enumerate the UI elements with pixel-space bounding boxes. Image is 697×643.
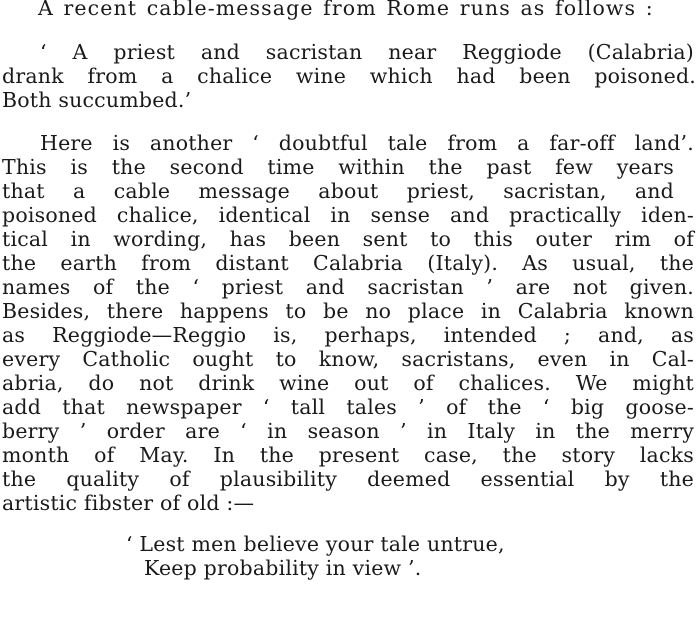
verse-line: ‘ Lest men believe your tale untrue, xyxy=(126,532,505,556)
body-line: every Catholic ought to know, sacristans, even in Cal- xyxy=(2,347,694,371)
intro-line: A recent cable-message from Rome runs as follows : xyxy=(38,0,654,20)
body-line: abria, do not drink wine out of chalices. We might xyxy=(2,371,694,395)
body-line: names of the ‘ priest and sacristan ’ are not given. xyxy=(2,275,694,299)
body-line: This is the second time within the past few years xyxy=(2,155,674,179)
body-line: artistic fibster of old :— xyxy=(2,491,255,515)
body-line: add that newspaper ‘ tall tales ’ of the ‘ big goose- xyxy=(2,395,694,419)
quote-line: Both succumbed.’ xyxy=(2,88,192,112)
body-line: berry ’ order are ‘ in season ’ in Italy in the merry xyxy=(2,419,694,443)
quote-line: drank from a chalice wine which had been poisoned. xyxy=(2,64,696,88)
body-line: poisoned chalice, identical in sense and practically iden- xyxy=(2,203,694,227)
verse-line: Keep probability in view ’. xyxy=(144,556,422,580)
body-line: Besides, there happens to be no place in Calabria known xyxy=(2,299,694,323)
body-line: tical in wording, has been sent to this outer rim of xyxy=(2,227,694,251)
body-line: that a cable message about priest, sacristan, and xyxy=(2,179,674,203)
body-line: month of May. In the present case, the story lacks xyxy=(2,443,694,467)
body-line: as Reggiode—Reggio is, perhaps, intended ; and, as xyxy=(2,323,694,347)
body-line: the earth from distant Calabria (Italy). As usual, the xyxy=(2,251,694,275)
body-line: the quality of plausibility deemed essential by the xyxy=(2,467,694,491)
body-line: Here is another ‘ doubtful tale from a far-off land’. xyxy=(40,131,694,155)
quote-line: ‘ A priest and sacristan near Reggiode (Calabria) xyxy=(40,40,694,64)
